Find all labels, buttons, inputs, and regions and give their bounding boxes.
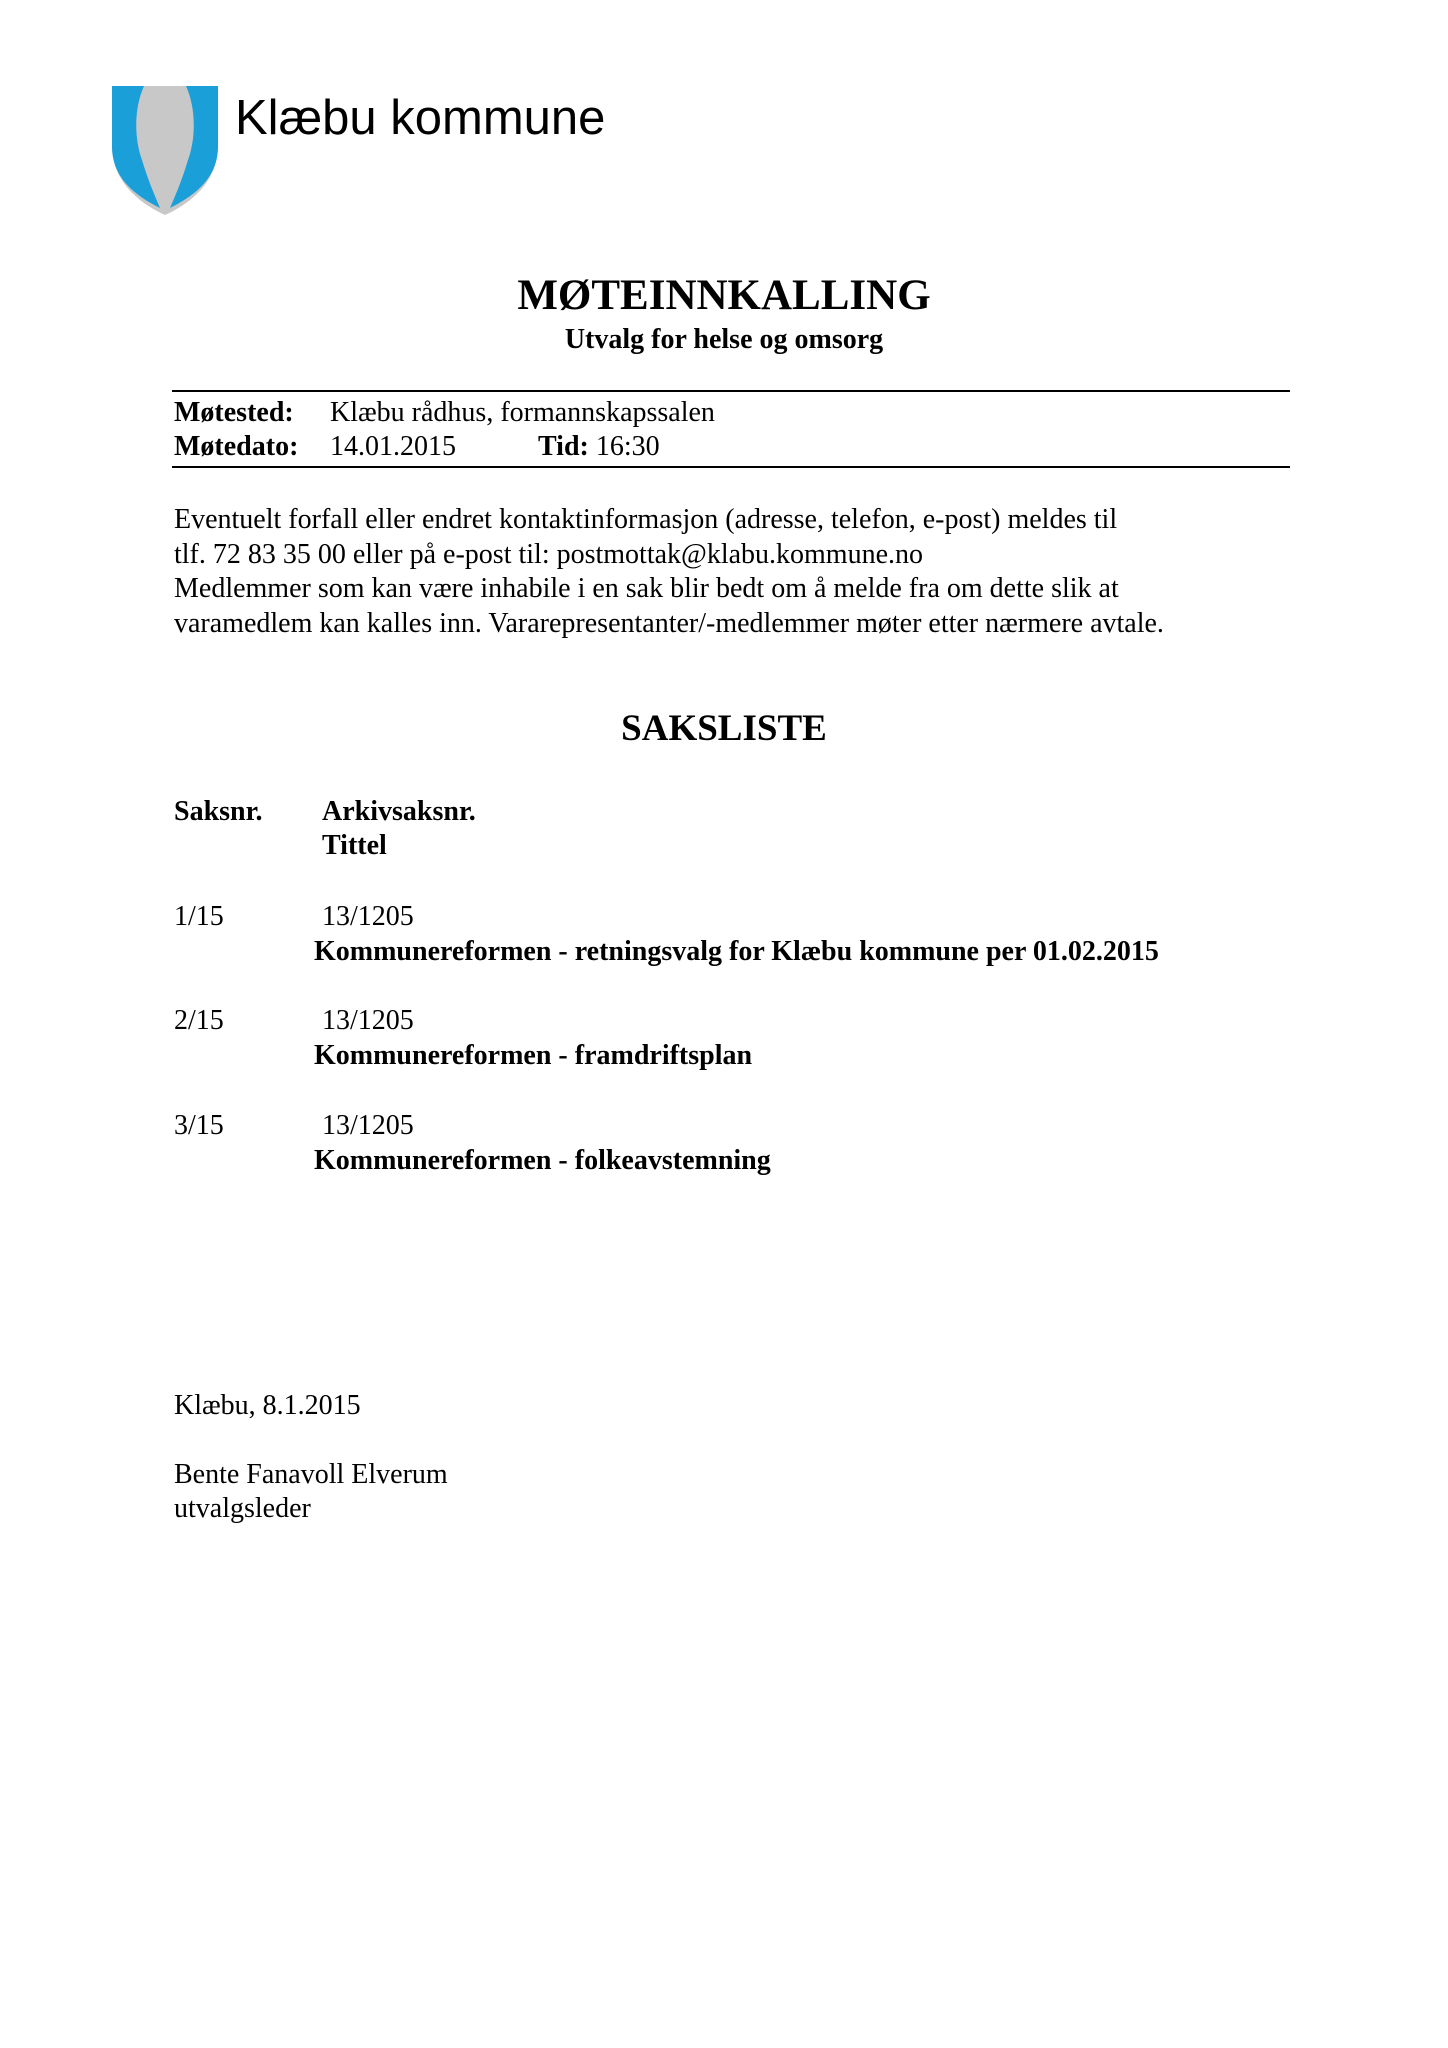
agenda-item-arkivsaksnr: 13/1205 xyxy=(322,1110,414,1141)
place-and-date: Klæbu, 8.1.2015 xyxy=(174,1390,361,1421)
meeting-date-label: Møtedato: xyxy=(174,431,299,462)
agenda-item-title: Kommunereformen - folkeavstemning xyxy=(314,1145,771,1176)
signer-role: utvalgsleder xyxy=(174,1493,311,1524)
notice-line: Eventuelt forfall eller endret kontaktinformasjon (adresse, telefon, e-post) meldes til xyxy=(174,504,1118,535)
meeting-time-label: Tid: xyxy=(538,431,589,462)
divider-top xyxy=(172,390,1290,392)
col-header-tittel: Tittel xyxy=(322,830,387,861)
meeting-date-value: 14.01.2015 xyxy=(330,431,456,462)
notice-line: Medlemmer som kan være inhabile i en sak blir bedt om å melde fra om dette slik at xyxy=(174,573,1119,604)
meeting-place-row xyxy=(174,396,715,430)
signer-name: Bente Fanavoll Elverum xyxy=(174,1459,448,1490)
agenda-item-title: Kommunereformen - retningsvalg for Klæbu kommune per 01.02.2015 xyxy=(314,936,1159,967)
document-subtitle: Utvalg for helse og omsorg xyxy=(564,324,884,355)
meeting-place-value: Klæbu rådhus, formannskapssalen xyxy=(330,397,715,428)
coat-of-arms-icon xyxy=(110,84,220,216)
meeting-place-label: Møtested: xyxy=(174,397,294,428)
agenda-item-arkivsaksnr: 13/1205 xyxy=(322,901,414,932)
municipality-name: Klæbu kommune xyxy=(235,91,606,145)
agenda-item xyxy=(0,900,1448,980)
agenda-item-saksnr: 3/15 xyxy=(174,1110,224,1141)
agenda-item xyxy=(0,1004,1448,1084)
agenda-item xyxy=(0,1109,1448,1189)
col-header-arkivsaksnr: Arkivsaksnr. xyxy=(322,796,476,827)
col-header-saksnr: Saksnr. xyxy=(174,796,263,827)
document-title: MØTEINNKALLING xyxy=(517,272,931,319)
agenda-item-saksnr: 2/15 xyxy=(174,1005,224,1036)
divider-bottom xyxy=(172,466,1290,468)
meeting-time xyxy=(538,430,660,464)
notice-text xyxy=(174,503,1304,641)
agenda-heading: SAKSLISTE xyxy=(621,708,827,749)
agenda-item-title: Kommunereformen - framdriftsplan xyxy=(314,1040,753,1071)
meeting-time-value: 16:30 xyxy=(595,431,660,462)
notice-line: tlf. 72 83 35 00 eller på e-post til: postmottak@klabu.kommune.no xyxy=(174,538,924,570)
meeting-date-row xyxy=(174,430,660,464)
notice-line: varamedlem kan kalles inn. Vararepresentanter/-medlemmer møter etter nærmere avtale. xyxy=(174,607,1164,639)
agenda-item-saksnr: 1/15 xyxy=(174,901,224,932)
agenda-item-arkivsaksnr: 13/1205 xyxy=(322,1005,414,1036)
